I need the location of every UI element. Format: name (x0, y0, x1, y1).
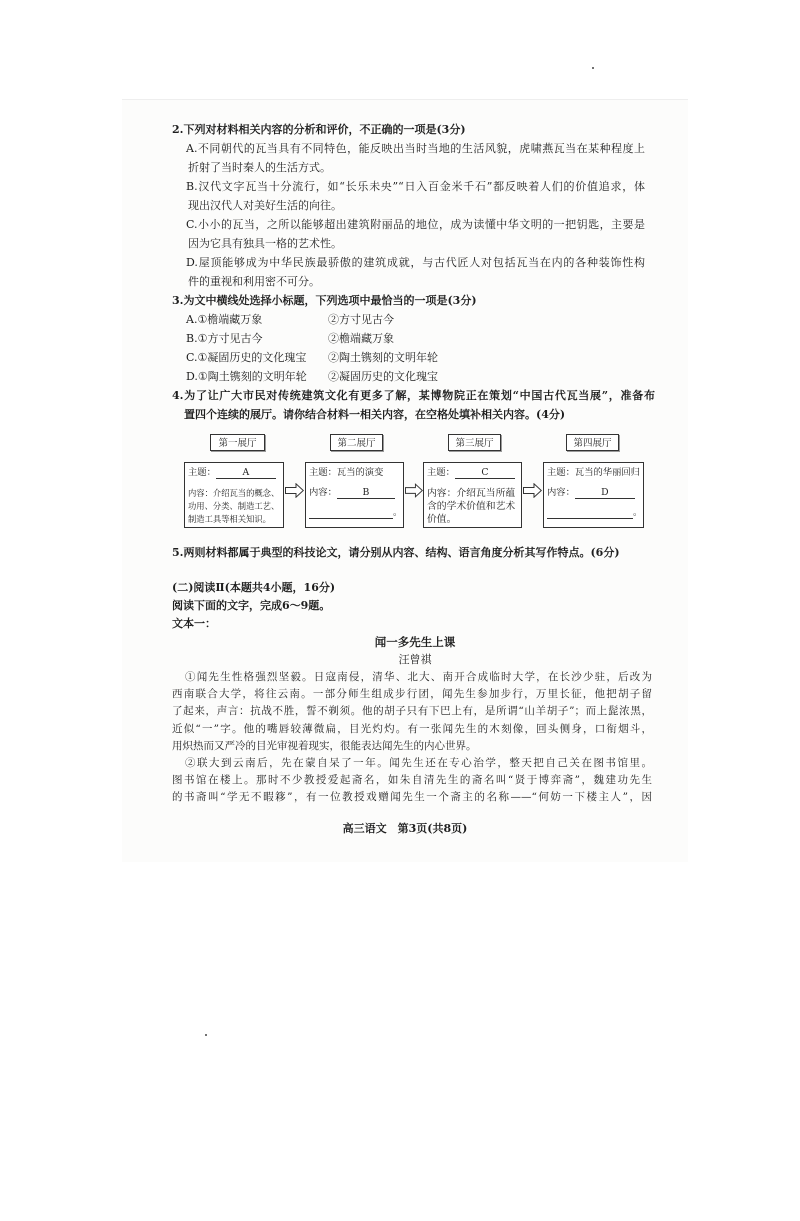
hall-1-content (188, 487, 280, 526)
question-5-stem: 5.两则材料都属于典型的科技论文，请分别从内容、结构、语言角度分析其写作特点。(6分) (172, 546, 620, 559)
page-footer: 高三语文 第3页(共8页) (342, 822, 468, 835)
hall-2-content (309, 483, 400, 503)
theme-label: 主题： (188, 467, 216, 478)
question-3-option-a (186, 310, 658, 329)
option-line: B.汉代文字瓦当十分流行，如“长乐未央”“日入百金米千石”都反映着人们的价值追求，体 (186, 180, 645, 193)
option-line: 折射了当时秦人的生活方式。 (188, 161, 331, 174)
option-line: 件的重视和利用密不可分。 (188, 275, 320, 288)
option-line: D.屋顶能够成为中华民族最骄傲的建筑成就，与古代匠人对包括瓦当在内的各种装饰性构 (186, 256, 645, 269)
hall-4-box (543, 462, 644, 528)
option-part-1: A.①檐端藏万象 (186, 313, 263, 326)
paragraph-line: ②联大到云南后，先在蒙自呆了一年。闻先生还在专心治学，整天把自己关在图书馆里。 (185, 756, 652, 769)
paragraph-line: 图书馆在楼上。那时不少教授爱起斋名，如朱自清先生的斋名叫“贤于博弈斋”，魏建功先生 (172, 774, 652, 787)
question-2-stem: 2.下列对材料相关内容的分析和评价，不正确的一项是(3分) (172, 123, 466, 136)
scan-speck (592, 67, 594, 69)
paragraph-line: 的书斋叫“学无不暇簃”，有一位教授戏赠闻先生一个斋主的名称——“何妨一下楼主人”，因 (172, 791, 652, 804)
questions-block (172, 120, 658, 424)
hall-2-box (305, 462, 404, 528)
paragraph-line: ①闻先生性格强烈坚毅。日寇南侵，清华、北大、南开合成临时大学，在长沙少驻，后改为 (185, 671, 652, 683)
hall-4-heading: 第四展厅 (566, 434, 619, 451)
blank-a: A (216, 467, 276, 479)
option-line: A.不同朝代的瓦当具有不同特色，能反映出当时当地的生活风貌，虎啸燕瓦当在某种程度上 (186, 142, 645, 155)
hall-3-theme (427, 463, 518, 483)
content-line: 价值。 (427, 514, 457, 525)
option-part-1: D.①陶土镌刻的文明年轮 (186, 370, 307, 383)
content-label: 内容： (309, 487, 337, 498)
hall-3-content (427, 487, 518, 526)
option-part-2: ②方寸见古今 (328, 313, 394, 326)
option-line: 现出汉代人对美好生活的向往。 (188, 199, 342, 212)
right-arrow-icon (523, 483, 542, 498)
content-line: 内容：介绍瓦当所蕴 (427, 488, 516, 499)
answer-underline (547, 507, 633, 519)
theme-label: 主题： (427, 467, 455, 478)
paragraph-line: 用炽热而又严冷的目光审视着现实，很能表达闻先生的内心世界。 (172, 739, 477, 752)
question-4-stem-line-1: 4.为了让广大市民对传统建筑文化有更多了解，某博物院正在策划“中国古代瓦当展”，准备布 (172, 389, 655, 402)
paragraph-line: 近似“一”字。他的嘴唇较薄微扁，目光灼灼。有一张闻先生的木刻像，回头侧身，口衔烟斗， (172, 722, 652, 735)
hall-2-theme: 主题：瓦当的演变 (309, 467, 384, 478)
paragraph-2 (172, 755, 652, 807)
content-line: 含的学术价值和艺术 (427, 501, 516, 512)
reading-section (172, 579, 652, 807)
paragraph-line: 西南联合大学，将往云南。一部分师生组成步行团，闻先生参加步行，万里长征，他把胡子留 (172, 688, 652, 701)
hall-3-box (423, 462, 522, 528)
end-mark: 。 (393, 507, 403, 518)
paragraph-1 (172, 669, 652, 755)
article-author: 汪曾祺 (398, 653, 432, 666)
article-title: 闻一多先生上课 (374, 635, 456, 649)
hall-2-content-continued (309, 503, 403, 523)
question-2-option-a (172, 139, 658, 177)
option-part-2: ②陶土镌刻的文明年轮 (328, 351, 438, 364)
content-line: 制造工具等相关知识。 (188, 514, 271, 524)
hall-4-content (547, 483, 640, 503)
option-part-1: C.①凝固历史的文化瑰宝 (186, 351, 307, 364)
question-2-option-c (172, 215, 658, 253)
hall-4-theme: 主题：瓦当的华丽回归 (547, 467, 640, 478)
section-heading: (二)阅读Ⅱ(本题共4小题，16分) (172, 581, 336, 594)
hall-1-heading: 第一展厅 (210, 434, 265, 451)
hall-1-box (184, 462, 284, 528)
question-3-stem: 3.为文中横线处选择小标题，下列选项中最恰当的一项是(3分) (172, 294, 477, 307)
reading-instruction: 阅读下面的文字，完成6～9题。 (172, 599, 331, 612)
question-3-option-b (186, 329, 658, 348)
text-label: 文本一： (172, 617, 216, 630)
question-2-option-b (172, 177, 658, 215)
right-arrow-icon (405, 483, 423, 498)
paragraph-line: 了起来，声言：抗战不胜，誓不剃须。他的胡子只有下巴上有，是所谓“山羊胡子”；而上髭浓黑， (172, 705, 652, 718)
hall-2-heading: 第二展厅 (330, 434, 383, 451)
option-line: 因为它具有独具一格的艺术性。 (188, 237, 342, 250)
question-3-option-c (186, 348, 658, 367)
content-label: 内容： (547, 487, 575, 498)
right-arrow-icon (285, 483, 304, 498)
option-part-2: ②凝固历史的文化瑰宝 (328, 370, 438, 383)
end-mark: 。 (633, 507, 643, 518)
hall-4-content-continued (547, 503, 643, 523)
content-line: 功用、分类、制造工艺、 (188, 501, 280, 511)
blank-c: C (455, 467, 515, 479)
blank-b: B (337, 487, 395, 499)
content-line: 内容：介绍瓦当的概念、 (188, 488, 280, 498)
blank-d: D (575, 487, 635, 499)
hall-3-heading: 第三展厅 (448, 434, 501, 451)
question-2-option-d (172, 253, 658, 291)
answer-underline (309, 507, 393, 519)
option-part-2: ②檐端藏万象 (328, 332, 394, 345)
option-line: C.小小的瓦当，之所以能够超出建筑附丽品的地位，成为读懂中华文明的一把钥匙，主要是 (186, 218, 645, 231)
hall-1-theme (188, 463, 280, 483)
scan-speck (205, 1034, 207, 1036)
question-3-option-d (186, 367, 658, 386)
question-4-stem-line-2: 置四个连续的展厅。请你结合材料一相关内容，在空格处填补相关内容。(4分) (184, 408, 566, 421)
option-part-1: B.①方寸见古今 (186, 332, 263, 345)
